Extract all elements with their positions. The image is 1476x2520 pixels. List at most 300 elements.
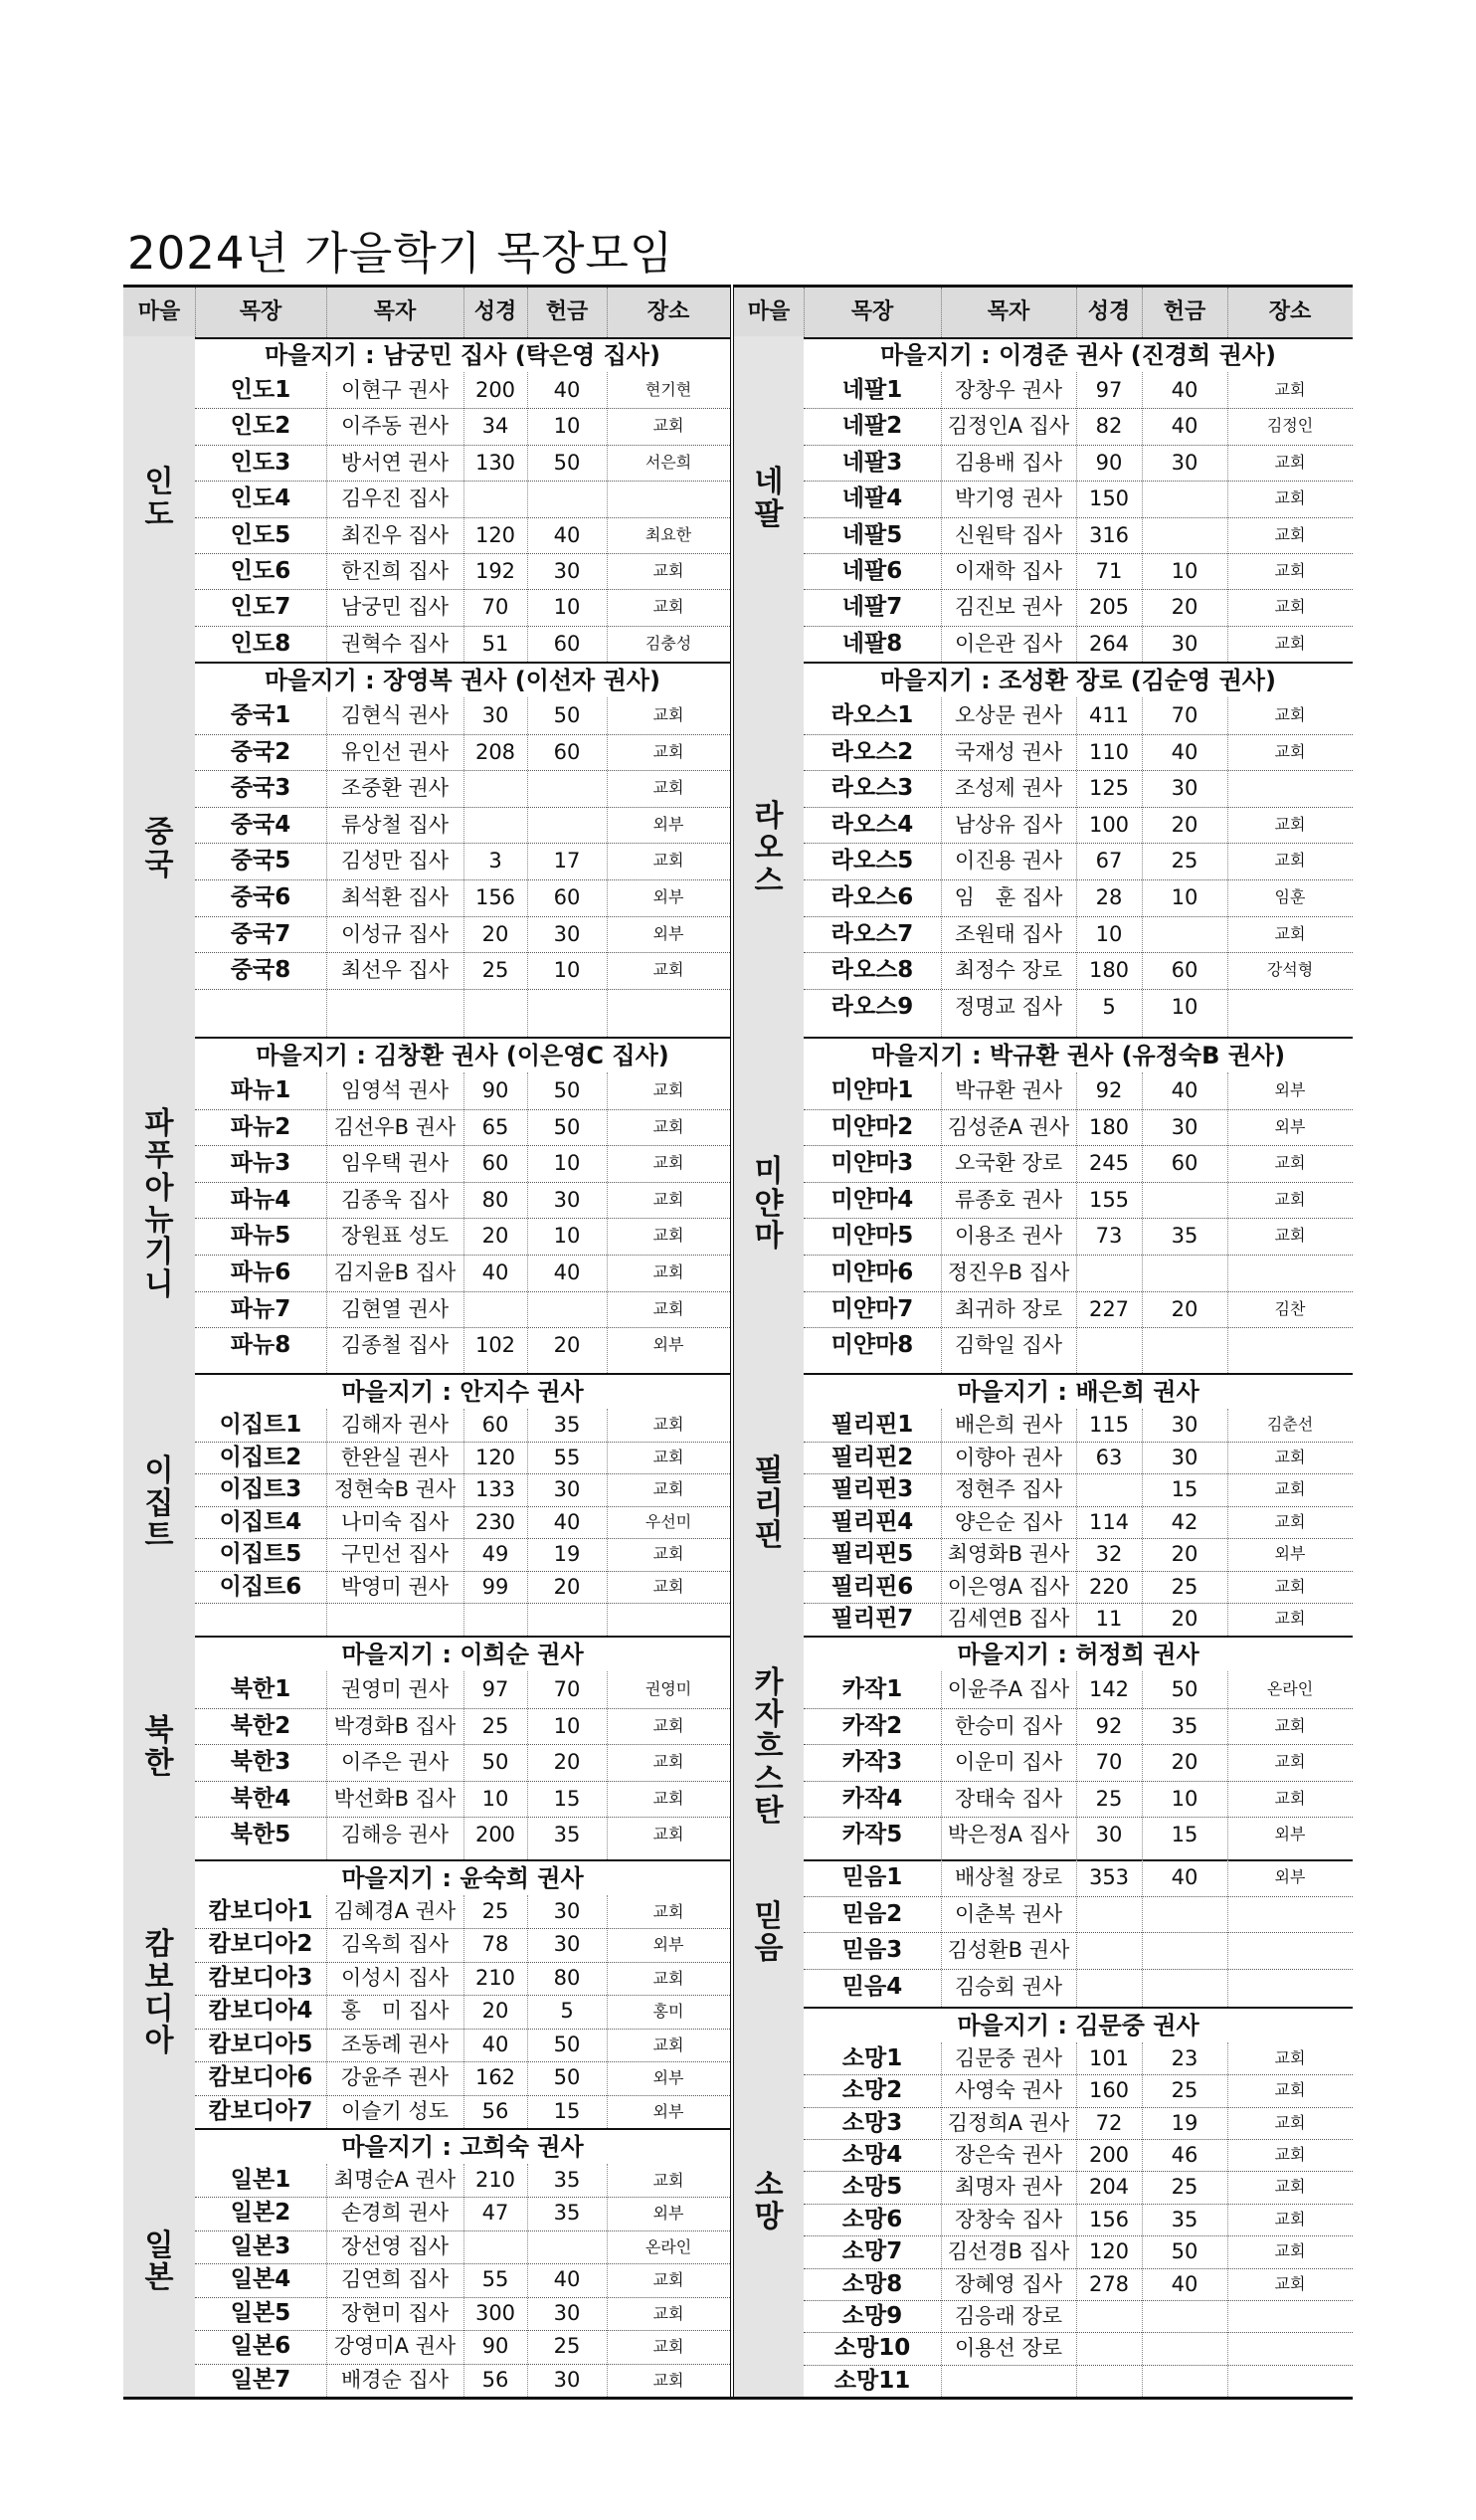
mokja-cell: 한승미 집사 xyxy=(954,1713,1063,1738)
bible-cell: 34 xyxy=(481,414,509,439)
village-cell xyxy=(123,662,195,1037)
bible-cell xyxy=(463,770,527,807)
bible-cell: 230 xyxy=(474,1509,516,1534)
place-cell: 교회 xyxy=(1274,1511,1306,1531)
offering-cell: 19 xyxy=(553,1542,581,1567)
mokja-cell: 이주동 권사 xyxy=(340,414,450,439)
bible-cell xyxy=(1076,1327,1142,1364)
mokja-cell: 최석환 집사 xyxy=(340,885,450,909)
mokjang-cell: 라오스7 xyxy=(830,920,914,947)
mokja-cell: 한완실 권사 xyxy=(340,1445,450,1469)
bible-cell: 245 xyxy=(1088,1151,1130,1176)
mokjang-cell: 필리핀3 xyxy=(830,1476,914,1503)
mokja-cell: 이용조 권사 xyxy=(954,1224,1063,1249)
mokja-cell: 정현숙B 권사 xyxy=(333,1477,457,1502)
place-cell: 교회 xyxy=(652,416,684,436)
mokja-cell: 정명교 집사 xyxy=(954,994,1063,1019)
bible-cell xyxy=(463,807,527,844)
mokjang-cell: 중국6 xyxy=(230,884,291,910)
village-cell xyxy=(123,1636,195,1859)
bible-cell: 120 xyxy=(1088,2239,1130,2264)
bible-cell xyxy=(1076,1473,1142,1506)
offering-cell: 80 xyxy=(553,1965,581,1990)
place-cell: 현기현 xyxy=(645,380,692,399)
offering-cell: 25 xyxy=(1171,1574,1199,1599)
offering-cell: 25 xyxy=(1171,849,1199,873)
mokjang-cell: 이집트5 xyxy=(219,1541,302,1568)
place-cell: 외부 xyxy=(652,923,684,943)
offering-cell xyxy=(1142,517,1227,553)
mokja-cell: 임우택 권사 xyxy=(340,1151,450,1176)
bible-cell: 316 xyxy=(1088,522,1130,547)
mokjang-cell: 중국3 xyxy=(230,775,291,802)
offering-cell: 70 xyxy=(1171,703,1199,727)
mokjang-cell: 중국7 xyxy=(230,920,291,947)
mokja-cell: 김종욱 집사 xyxy=(340,1187,450,1212)
mokja-cell: 김현식 권사 xyxy=(340,703,450,727)
mokja-cell: 이운미 집사 xyxy=(954,1750,1063,1775)
place-cell xyxy=(1227,1327,1353,1364)
village-leader: 마을지기 : 윤숙희 권사 xyxy=(341,1864,584,1892)
mokja-cell: 김용배 집사 xyxy=(954,450,1063,475)
mokjang-cell: 인도6 xyxy=(230,557,291,584)
offering-cell: 50 xyxy=(553,703,581,727)
offering-cell: 55 xyxy=(553,1445,581,1469)
bible-cell: 97 xyxy=(1095,378,1123,402)
place-cell: 김찬 xyxy=(1274,1298,1306,1318)
mokjang-cell: 라오스3 xyxy=(830,775,914,802)
mokja-cell: 권영미 권사 xyxy=(340,1677,450,1701)
place-cell: 교회 xyxy=(652,1447,684,1466)
bible-cell: 90 xyxy=(1095,450,1123,475)
place-cell: 교회 xyxy=(1274,1609,1306,1629)
place-cell: 교회 xyxy=(1274,560,1306,580)
place-cell: 홍미 xyxy=(652,2002,684,2022)
mokjang-cell: 인도1 xyxy=(230,377,291,403)
mokjang-cell: 필리핀1 xyxy=(830,1412,914,1438)
mokja-cell: 김학일 집사 xyxy=(954,1333,1063,1358)
mokjang-cell: 소망11 xyxy=(833,2367,911,2394)
mokja-cell: 이향아 권사 xyxy=(954,1445,1063,1469)
bible-cell: 20 xyxy=(481,1999,509,2024)
mokja-cell: 손경희 권사 xyxy=(340,2201,450,2226)
mokjang-cell xyxy=(195,989,326,1026)
mokjang-cell: 파뉴4 xyxy=(230,1186,291,1213)
place-cell: 교회 xyxy=(1274,1752,1306,1772)
mokjang-cell: 소망1 xyxy=(841,2045,903,2071)
mokja-cell: 신원탁 집사 xyxy=(954,522,1063,547)
mokjang-cell: 카작3 xyxy=(841,1749,903,1776)
mokjang-cell: 네팔5 xyxy=(841,521,903,548)
place-cell: 외부 xyxy=(1274,1080,1306,1099)
bible-cell: 20 xyxy=(481,921,509,946)
bible-cell: 25 xyxy=(481,958,509,983)
mokja-cell: 김진보 권사 xyxy=(954,595,1063,620)
offering-cell: 40 xyxy=(1171,1078,1199,1102)
mokja-cell: 오국환 장로 xyxy=(954,1151,1063,1176)
place-cell: 교회 xyxy=(652,741,684,761)
place-cell: 외부 xyxy=(652,814,684,834)
place-cell: 교회 xyxy=(1274,851,1306,871)
mokja-cell: 김문중 권사 xyxy=(954,2046,1063,2070)
place-cell xyxy=(1227,1896,1353,1933)
village-cell xyxy=(123,1859,195,2128)
mokjang-cell: 미얀마5 xyxy=(830,1223,914,1250)
village-cell xyxy=(734,662,804,1037)
mokja-cell: 남상유 집사 xyxy=(954,812,1063,837)
mokja-cell: 배경순 집사 xyxy=(340,2367,450,2392)
mokja-cell: 최영화B 권사 xyxy=(947,1542,1070,1567)
bible-cell: 56 xyxy=(481,2367,509,2392)
place-cell: 교회 xyxy=(1274,1715,1306,1735)
bible-cell: 92 xyxy=(1095,1078,1123,1102)
place-cell: 교회 xyxy=(1274,2048,1306,2067)
place-cell: 교회 xyxy=(652,1479,684,1499)
mokja-cell: 최정수 장로 xyxy=(954,958,1063,983)
bible-cell: 210 xyxy=(474,2168,516,2192)
offering-cell: 10 xyxy=(1171,558,1199,583)
bible-cell: 102 xyxy=(474,1333,516,1358)
offering-cell xyxy=(1142,481,1227,516)
place-cell: 교회 xyxy=(652,2035,684,2054)
mokjang-cell: 라오스5 xyxy=(830,848,914,874)
village-leader: 마을지기 : 고희숙 권사 xyxy=(341,2133,584,2161)
mokjang-cell: 소망4 xyxy=(841,2142,903,2169)
offering-cell: 35 xyxy=(1171,2207,1199,2231)
bible-cell: 20 xyxy=(481,1224,509,1249)
mokjang-cell: 네팔1 xyxy=(841,377,903,403)
village-name: 미얀마 xyxy=(754,1154,784,1255)
offering-cell: 25 xyxy=(1171,2078,1199,2103)
village-leader: 마을지기 : 허정희 권사 xyxy=(957,1641,1199,1668)
mokjang-cell: 북한5 xyxy=(230,1822,291,1848)
offering-cell: 40 xyxy=(1171,414,1199,439)
offering-cell: 30 xyxy=(1171,1413,1199,1437)
offering-cell: 35 xyxy=(553,1413,581,1437)
offering-cell: 17 xyxy=(553,849,581,873)
place-cell: 교회 xyxy=(652,1902,684,1921)
offering-cell: 30 xyxy=(1171,1114,1199,1139)
bible-cell: 156 xyxy=(1088,2207,1130,2231)
bible-cell: 114 xyxy=(1088,1509,1130,1534)
offering-cell: 20 xyxy=(1171,595,1199,620)
offering-cell: 50 xyxy=(1171,1677,1199,1701)
bible-cell: 97 xyxy=(481,1677,509,1701)
place-cell: 김춘선 xyxy=(1266,1415,1314,1434)
bible-cell: 28 xyxy=(1095,885,1123,909)
place-cell: 교회 xyxy=(652,1262,684,1281)
place-cell: 외부 xyxy=(652,887,684,906)
mokjang-cell: 캄보디아7 xyxy=(208,2097,313,2124)
bible-cell: 70 xyxy=(1095,1750,1123,1775)
mokja-cell: 한진희 집사 xyxy=(340,558,450,583)
mokja-cell: 박규환 권사 xyxy=(954,1078,1063,1102)
place-cell: 교회 xyxy=(652,1544,684,1564)
place-cell xyxy=(607,481,730,516)
offering-cell: 30 xyxy=(553,558,581,583)
village-cell xyxy=(734,1373,804,1636)
mokja-cell: 김혜경A 권사 xyxy=(333,1899,457,1923)
mokjang-cell: 소망9 xyxy=(841,2302,903,2329)
mokjang-cell: 파뉴1 xyxy=(230,1077,291,1103)
mokja-cell: 장창우 권사 xyxy=(954,378,1063,402)
place-cell: 외부 xyxy=(652,1935,684,1955)
place-cell xyxy=(1227,2300,1353,2332)
mokja-cell: 양은순 집사 xyxy=(954,1509,1063,1534)
header-bible: 성경 xyxy=(1087,299,1131,324)
place-cell: 교회 xyxy=(1274,488,1306,508)
village-leader: 마을지기 : 배은희 권사 xyxy=(957,1378,1199,1406)
mokja-cell: 이은관 집사 xyxy=(954,631,1063,656)
offering-cell: 5 xyxy=(560,1999,574,2024)
mokja-cell: 김지윤B 집사 xyxy=(333,1260,457,1284)
mokjang-cell: 파뉴2 xyxy=(230,1113,291,1140)
mokjang-cell: 중국5 xyxy=(230,848,291,874)
group-border xyxy=(734,2397,1353,2399)
bible-cell: 25 xyxy=(1095,1786,1123,1811)
mokja-cell: 김연희 집사 xyxy=(340,2267,450,2292)
mokjang-cell: 캄보디아5 xyxy=(208,2031,313,2057)
offering-cell: 40 xyxy=(1171,739,1199,764)
offering-cell: 50 xyxy=(1171,2239,1199,2264)
offering-cell xyxy=(527,1603,607,1636)
place-cell: 교회 xyxy=(652,1968,684,1988)
bible-cell xyxy=(463,989,527,1026)
offering-cell: 20 xyxy=(1171,812,1199,837)
offering-cell: 60 xyxy=(553,631,581,656)
place-cell xyxy=(607,1603,730,1636)
mokja-cell: 정현주 집사 xyxy=(954,1477,1063,1502)
bible-cell: 264 xyxy=(1088,631,1130,656)
offering-cell: 25 xyxy=(553,2334,581,2359)
bible-cell xyxy=(463,481,527,516)
mokja-cell: 김정인A 집사 xyxy=(947,414,1070,439)
place-cell: 교회 xyxy=(652,597,684,617)
offering-cell: 20 xyxy=(1171,1542,1199,1567)
place-cell: 외부 xyxy=(1274,1544,1306,1564)
mokja-cell: 류종호 권사 xyxy=(954,1187,1063,1212)
mokjang-cell: 일본1 xyxy=(230,2167,291,2193)
mokjang-cell: 이집트4 xyxy=(219,1508,302,1535)
offering-cell xyxy=(1142,1327,1227,1364)
offering-cell: 23 xyxy=(1171,2046,1199,2070)
offering-cell: 50 xyxy=(553,2032,581,2056)
offering-cell: 30 xyxy=(1171,776,1199,801)
bible-cell: 50 xyxy=(481,1750,509,1775)
bible-cell xyxy=(1076,1255,1142,1291)
mokja-cell: 조중환 권사 xyxy=(340,776,450,801)
offering-cell: 25 xyxy=(1171,2175,1199,2200)
place-cell: 교회 xyxy=(1274,2241,1306,2261)
mokjang-cell: 북한3 xyxy=(230,1749,291,1776)
mokjang-cell: 이집트6 xyxy=(219,1573,302,1600)
mokjang-cell: 믿음1 xyxy=(841,1864,903,1890)
mokjang-cell: 소망7 xyxy=(841,2238,903,2265)
bible-cell: 192 xyxy=(474,558,516,583)
bible-cell: 40 xyxy=(481,1260,509,1284)
mokjang-cell: 미얀마1 xyxy=(830,1077,914,1103)
bible-cell: 92 xyxy=(1095,1713,1123,1738)
mokjang-cell: 필리핀7 xyxy=(830,1606,914,1633)
mokja-cell: 이은영A 집사 xyxy=(947,1574,1070,1599)
offering-cell: 35 xyxy=(1171,1224,1199,1249)
offering-cell: 60 xyxy=(1171,958,1199,983)
offering-cell: 70 xyxy=(553,1677,581,1701)
mokja-cell: 김승회 권사 xyxy=(954,1974,1063,1999)
table-header-left xyxy=(123,285,730,339)
place-cell: 교회 xyxy=(1274,2209,1306,2229)
mokja-cell xyxy=(941,2365,1076,2397)
village-cell xyxy=(123,1373,195,1636)
place-cell: 교회 xyxy=(652,2370,684,2390)
mokjang-cell: 필리핀4 xyxy=(830,1508,914,1535)
offering-cell: 10 xyxy=(553,1151,581,1176)
offering-cell xyxy=(1142,916,1227,953)
offering-cell: 50 xyxy=(553,450,581,475)
place-cell: 교회 xyxy=(1274,597,1306,617)
village-name: 북한 xyxy=(144,1713,174,1781)
bible-cell xyxy=(1076,2300,1142,2332)
offering-cell: 50 xyxy=(553,1114,581,1139)
offering-cell: 35 xyxy=(553,2201,581,2226)
place-cell xyxy=(1227,1932,1353,1969)
bible-cell: 160 xyxy=(1088,2078,1130,2103)
mokjang-cell: 네팔8 xyxy=(841,630,903,657)
offering-cell: 20 xyxy=(1171,1296,1199,1321)
header-offering: 헌금 xyxy=(1163,299,1206,324)
offering-cell: 40 xyxy=(553,378,581,402)
mokjang-cell: 북한1 xyxy=(230,1676,291,1702)
village-name: 라오스 xyxy=(754,798,784,898)
mokjang-cell: 믿음2 xyxy=(841,1900,903,1927)
mokjang-cell: 라오스1 xyxy=(830,702,914,728)
mokja-cell: 김성환B 권사 xyxy=(947,1938,1070,1963)
bible-cell: 25 xyxy=(481,1899,509,1923)
mokja-cell: 최명순A 권사 xyxy=(333,2168,457,2192)
bible-cell: 99 xyxy=(481,1574,509,1599)
village-cell xyxy=(123,1037,195,1373)
mokjang-cell: 일본7 xyxy=(230,2366,291,2393)
place-cell: 교회 xyxy=(652,2303,684,2323)
place-cell: 교회 xyxy=(1274,741,1306,761)
offering-cell: 35 xyxy=(553,2168,581,2192)
mokja-cell: 이재학 집사 xyxy=(954,558,1063,583)
village-name: 일본 xyxy=(144,2228,174,2295)
mokjang-cell: 미얀마2 xyxy=(830,1113,914,1140)
offering-cell: 50 xyxy=(553,2065,581,2090)
village-cell xyxy=(123,2128,195,2397)
mokja-cell: 박영미 권사 xyxy=(340,1574,450,1599)
mokjang-cell: 소망2 xyxy=(841,2077,903,2104)
village-name: 필리핀 xyxy=(754,1454,784,1554)
mokja-cell: 이주은 권사 xyxy=(340,1750,450,1775)
place-cell: 교회 xyxy=(1274,524,1306,544)
mokjang-cell: 소망10 xyxy=(833,2335,911,2362)
offering-cell: 50 xyxy=(553,1078,581,1102)
mokja-cell: 박선화B 집사 xyxy=(333,1786,457,1811)
place-cell: 교회 xyxy=(652,705,684,724)
bible-cell: 80 xyxy=(481,1187,509,1212)
mokjang-cell: 캄보디아1 xyxy=(208,1898,313,1924)
bible-cell: 120 xyxy=(474,1445,516,1469)
offering-cell: 10 xyxy=(553,595,581,620)
place-cell: 외부 xyxy=(652,1335,684,1355)
village-name: 믿음 xyxy=(754,1898,784,1966)
place-cell xyxy=(1227,770,1353,807)
village-cell xyxy=(734,1037,804,1373)
bible-cell: 5 xyxy=(1102,994,1116,1019)
place-cell: 교회 xyxy=(1274,705,1306,724)
offering-cell xyxy=(1142,1255,1227,1291)
bible-cell: 49 xyxy=(481,1542,509,1567)
mokjang-cell xyxy=(195,1603,326,1636)
bible-cell: 30 xyxy=(1095,1823,1123,1847)
mokja-cell: 유인선 권사 xyxy=(340,739,450,764)
mokjang-cell: 믿음3 xyxy=(841,1937,903,1964)
bible-cell: 10 xyxy=(481,1786,509,1811)
bible-cell: 120 xyxy=(474,522,516,547)
mokja-cell: 임영석 권사 xyxy=(340,1078,450,1102)
place-cell: 교회 xyxy=(1274,1189,1306,1209)
mokja-cell: 김성만 집사 xyxy=(340,849,450,873)
mokjang-cell: 네팔4 xyxy=(841,485,903,512)
header-place: 장소 xyxy=(646,299,690,324)
village-leader: 마을지기 : 조성환 장로 (김순영 권사) xyxy=(880,667,1276,694)
mokja-cell: 남궁민 집사 xyxy=(340,595,450,620)
mokjang-cell: 라오스2 xyxy=(830,738,914,765)
place-cell: 서은희 xyxy=(645,452,692,472)
village-cell xyxy=(734,2007,804,2397)
bible-cell: 133 xyxy=(474,1477,516,1502)
bible-cell: 72 xyxy=(1095,2110,1123,2135)
mokja-cell: 김현열 권사 xyxy=(340,1296,450,1321)
offering-cell xyxy=(1142,2365,1227,2397)
bible-cell xyxy=(463,1603,527,1636)
mokja-cell: 강윤주 권사 xyxy=(340,2065,450,2090)
mokjang-cell: 이집트2 xyxy=(219,1444,302,1470)
offering-cell: 30 xyxy=(553,1477,581,1502)
header-offering: 헌금 xyxy=(545,299,589,324)
mokja-cell xyxy=(326,1603,463,1636)
mokjang-cell: 중국1 xyxy=(230,702,291,728)
offering-cell xyxy=(527,807,607,844)
place-cell: 교회 xyxy=(1274,1479,1306,1499)
bible-cell: 150 xyxy=(1088,486,1130,511)
place-cell: 교회 xyxy=(652,1153,684,1173)
header-village: 마을 xyxy=(747,299,791,324)
mokjang-cell: 일본4 xyxy=(230,2266,291,2293)
offering-cell xyxy=(527,2230,607,2263)
mokjang-cell: 소망8 xyxy=(841,2270,903,2297)
mokjang-cell: 중국2 xyxy=(230,738,291,765)
place-cell: 교회 xyxy=(652,1825,684,1844)
mokja-cell: 조성제 권사 xyxy=(954,776,1063,801)
page-title: 2024년 가을학기 목장모임 xyxy=(127,227,674,280)
place-cell: 교회 xyxy=(652,1576,684,1596)
mokjang-cell: 파뉴3 xyxy=(230,1150,291,1177)
offering-cell: 30 xyxy=(553,921,581,946)
mokja-cell: 장원표 성도 xyxy=(340,1224,450,1249)
offering-cell: 10 xyxy=(1171,1786,1199,1811)
mokja-cell: 김옥희 집사 xyxy=(340,1932,450,1957)
mokja-cell: 김선우B 권사 xyxy=(333,1114,457,1139)
bible-cell: 200 xyxy=(474,378,516,402)
mokja-cell: 장은숙 권사 xyxy=(954,2143,1063,2168)
mokja-cell: 장혜영 집사 xyxy=(954,2271,1063,2296)
mokjang-cell: 인도2 xyxy=(230,413,291,440)
place-cell xyxy=(1227,2332,1353,2364)
mokjang-cell: 캄보디아2 xyxy=(208,1931,313,1958)
